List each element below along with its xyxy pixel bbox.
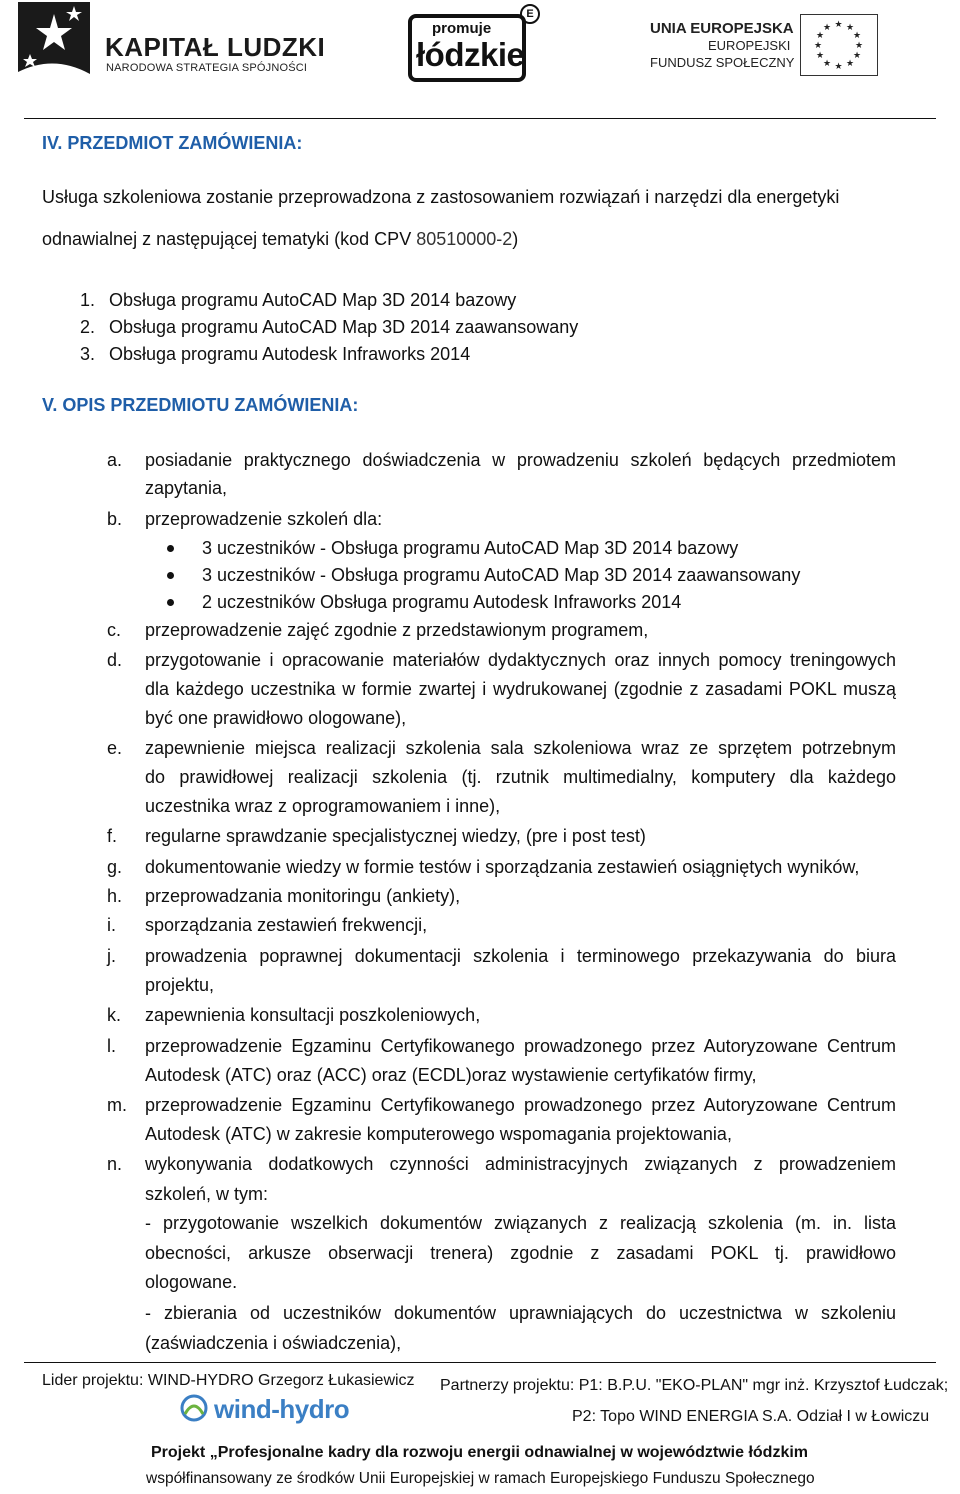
- ue-logo-line1: UNIA EUROPEJSKA: [650, 20, 794, 37]
- item-m-label: m.: [107, 1095, 127, 1115]
- section-iv-heading: IV. PRZEDMIOT ZAMÓWIENIA:: [42, 133, 303, 153]
- svg-text:★: ★: [854, 41, 864, 51]
- item-a-label: a.: [107, 450, 123, 470]
- section-iv-intro-line2: [42, 228, 518, 250]
- item-i-label: i.: [107, 915, 116, 935]
- item-l-label: l.: [107, 1036, 116, 1056]
- topic-item: Obsługa programu AutoCAD Map 3D 2014 bazowy: [109, 290, 517, 310]
- section-v-heading: V. OPIS PRZEDMIOTU ZAMÓWIENIA:: [42, 395, 359, 415]
- item-m-line2: Autodesk (ATC) w zakresie komputerowego wspomagania projektowania,: [145, 1124, 732, 1144]
- footer-leader: Lider projektu: WIND-HYDRO Grzegorz Łukasiewicz: [42, 1372, 415, 1389]
- topic-number: 2.: [80, 317, 96, 337]
- item-h-text: przeprowadzania monitoringu (ankiety),: [145, 886, 461, 906]
- project-prefix: Projekt „: [151, 1444, 218, 1461]
- item-e-line3: uczestnika wraz z oprogramowaniem i inne),: [145, 796, 501, 816]
- kapital-ludzki-logo-icon: [18, 2, 90, 84]
- svg-text:★: ★: [845, 23, 855, 33]
- svg-text:★: ★: [813, 41, 823, 51]
- intro-text-start: odnawialnej z następującej tematyki (kod CPV: [42, 229, 417, 249]
- footer-project-title: [151, 1444, 808, 1462]
- bullet-item: 2 uczestników Obsługa programu Autodesk Infraworks 2014: [202, 592, 682, 612]
- item-f-text: regularne sprawdzanie specjalistycznej wiedzy, (pre i post test): [145, 826, 646, 846]
- promuje-lodzkie-main-text: łódzkie: [416, 36, 525, 73]
- ue-logo-line2: EUROPEJSKI: [708, 38, 791, 53]
- item-d-line1: przygotowanie i opracowanie materiałów dydaktycznych oraz innych pomocy treningowych: [145, 650, 896, 670]
- item-n-line6: - zbierania od uczestników dokumentów uprawniających do uczestnictwa w szkoleniu: [145, 1303, 896, 1323]
- item-f-label: f.: [107, 826, 118, 846]
- item-m-line1: przeprowadzenie Egzaminu Certyfikowanego prowadzonego przez Autoryzowane Centrum: [145, 1095, 896, 1115]
- intro-text-end: ): [512, 229, 519, 249]
- item-n-label: n.: [107, 1154, 123, 1174]
- kapital-ludzki-subtitle: NARODOWA STRATEGIA SPÓJNOŚCI: [106, 62, 308, 74]
- footer-divider: [24, 1362, 936, 1363]
- item-e-label: e.: [107, 738, 123, 758]
- project-name: Profesjonalne kadry dla rozwoju energii odnawialnej w województwie łódzkim: [217, 1444, 809, 1461]
- ue-logo-line3: FUNDUSZ SPOŁECZNY: [650, 55, 795, 70]
- item-n-line2: szkoleń, w tym:: [145, 1184, 269, 1204]
- svg-text:★: ★: [845, 59, 855, 69]
- item-g-label: g.: [107, 857, 123, 877]
- item-l-line2: Autodesk (ATC) oraz (ACC) oraz (ECDL)oraz wystawienie certyfikatów firmy,: [145, 1065, 757, 1085]
- item-g-text: dokumentowanie wiedzy w formie testów i sporządzania zestawień osiągniętych wyników,: [145, 857, 860, 877]
- item-a-line1: posiadanie praktycznego doświadczenia w prowadzeniu szkoleń będących przedmiotem: [145, 450, 896, 470]
- section-iv-intro-line1: Usługa szkoleniowa zostanie przeprowadzona z zastosowaniem rozwiązań i narzędzi dla energetyki: [42, 187, 840, 207]
- topic-item: Obsługa programu AutoCAD Map 3D 2014 zaawansowany: [109, 317, 579, 337]
- item-b-label: b.: [107, 509, 123, 529]
- item-k-label: k.: [107, 1005, 122, 1025]
- svg-text:★: ★: [852, 31, 862, 41]
- item-d-line2: dla każdego uczestnika w formie zwartej i wydrukowanej (zgodnie z zasadami POKL muszą: [145, 679, 896, 699]
- wind-hydro-logo: [180, 1392, 370, 1430]
- header-divider: [24, 118, 936, 119]
- item-n-line4: obecności, arkusze obserwacji trenera) zgodnie z zasadami POKL tj. prawidłowo: [145, 1243, 896, 1263]
- footer-partners-line2: P2: Topo WIND ENERGIA S.A. Odział I w Łowiczu: [572, 1408, 930, 1425]
- bullet-dot-icon: [167, 545, 174, 552]
- topic-number: 3.: [80, 344, 96, 364]
- kapital-ludzki-title: KAPITAŁ LUDZKI: [105, 32, 326, 62]
- topic-number: 1.: [80, 290, 96, 310]
- bullet-item: 3 uczestników - Obsługa programu AutoCAD Map 3D 2014 bazowy: [202, 538, 739, 558]
- item-d-label: d.: [107, 650, 123, 670]
- svg-text:★: ★: [834, 62, 843, 72]
- item-a-line2: zapytania,: [145, 478, 228, 498]
- svg-text:★: ★: [822, 23, 832, 33]
- item-c-text: przeprowadzenie zajęć zgodnie z przedstawionym programem,: [145, 620, 649, 640]
- bullet-item: 3 uczestników - Obsługa programu AutoCAD Map 3D 2014 zaawansowany: [202, 565, 801, 585]
- item-d-line3: być one prawidłowo ologowane),: [145, 708, 407, 728]
- item-c-label: c.: [107, 620, 122, 640]
- footer-cofinance: współfinansowany ze środków Unii Europejskiej w ramach Europejskiego Funduszu Społecznego: [146, 1470, 815, 1487]
- lodzkie-registered-mark: E: [520, 4, 540, 24]
- topic-item: Obsługa programu Autodesk Infraworks 2014: [109, 344, 471, 364]
- item-n-line5: ologowane.: [145, 1272, 238, 1292]
- item-b-text: przeprowadzenie szkoleń dla:: [145, 509, 383, 529]
- item-n-line3: - przygotowanie wszelkich dokumentów związanych z realizacją szkolenia (m. in. lista: [145, 1213, 896, 1233]
- footer-partners-line1: Partnerzy projektu: P1: B.P.U. "EKO-PLAN" mgr inż. Krzysztof Łudczak;: [440, 1377, 949, 1394]
- bullet-dot-icon: [167, 599, 174, 606]
- svg-text:★: ★: [815, 51, 825, 61]
- item-n-line1: wykonywania dodatkowych czynności administracyjnych związanych z prowadzeniem: [145, 1154, 896, 1174]
- promuje-lodzkie-top-text: promuje: [432, 20, 492, 37]
- svg-text:★: ★: [815, 31, 825, 41]
- svg-text:★: ★: [822, 59, 832, 69]
- item-n-line7: (zaświadczenia i oświadczenia),: [145, 1333, 402, 1353]
- item-k-text: zapewnienia konsultacji poszkoleniowych,: [145, 1005, 481, 1025]
- cpv-code: 80510000-2: [416, 229, 513, 249]
- item-h-label: h.: [107, 886, 123, 906]
- svg-text:★: ★: [852, 51, 862, 61]
- item-j-line1: prowadzenia poprawnej dokumentacji szkolenia i terminowego przekazywania do biura: [145, 946, 896, 966]
- bullet-dot-icon: [167, 572, 174, 579]
- item-i-text: sporządzania zestawień frekwencji,: [145, 915, 428, 935]
- svg-text:★: ★: [834, 20, 843, 30]
- item-j-line2: projektu,: [145, 975, 215, 995]
- eu-flag-icon: [800, 14, 878, 76]
- item-l-line1: przeprowadzenie Egzaminu Certyfikowanego prowadzonego przez Autoryzowane Centrum: [145, 1036, 896, 1056]
- item-e-line1: zapewnienie miejsca realizacji szkolenia sala szkoleniowa wraz ze sprzętem potrzebnym: [145, 738, 896, 758]
- item-e-line2: do prawidłowej realizacji szkolenia (tj. rzutnik multimedialny, komputery dla każdego: [145, 767, 896, 787]
- wind-hydro-logo-text: wind-hydro: [214, 1394, 350, 1424]
- item-j-label: j.: [107, 946, 116, 966]
